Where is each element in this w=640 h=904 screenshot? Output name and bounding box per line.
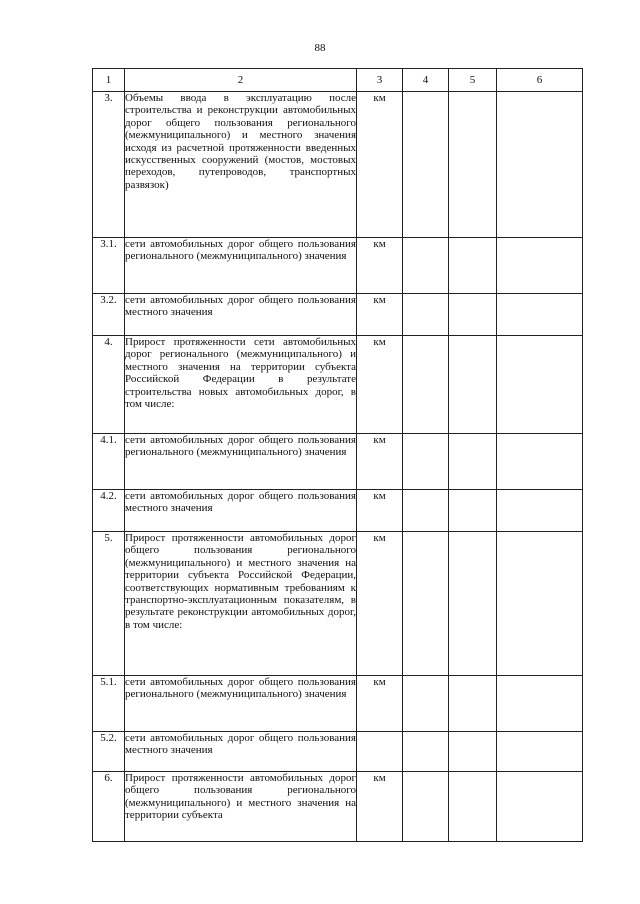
col-header-6: 6 (497, 69, 583, 92)
row-number: 5.2. (93, 732, 125, 772)
row-description: сети автомобильных дорог общего пользования регионального (межмуниципального) значения (125, 434, 357, 490)
row-description: сети автомобильных дорог общего пользования регионального (межмуниципального) значения (125, 676, 357, 732)
col-header-5: 5 (449, 69, 497, 92)
row-description: сети автомобильных дорог общего пользования местного значения (125, 490, 357, 532)
row-unit: км (357, 532, 403, 676)
row-cell-6 (497, 772, 583, 842)
row-cell-4 (403, 434, 449, 490)
row-number: 4. (93, 336, 125, 434)
row-cell-6 (497, 532, 583, 676)
row-cell-4 (403, 676, 449, 732)
table-row (93, 676, 583, 732)
row-unit: км (357, 676, 403, 732)
header-row (93, 69, 583, 92)
row-cell-4 (403, 532, 449, 676)
row-number: 3. (93, 92, 125, 238)
row-number: 5.1. (93, 676, 125, 732)
row-number: 3.1. (93, 238, 125, 294)
row-description: Прирост протяженности автомобильных дорог общего пользования регионального (межмуниципального) и местного значения на территории субъекта (125, 772, 357, 842)
row-cell-6 (497, 434, 583, 490)
row-cell-4 (403, 732, 449, 772)
row-unit: км (357, 238, 403, 294)
page-number: 88 (314, 42, 326, 54)
row-cell-5 (449, 336, 497, 434)
row-cell-6 (497, 336, 583, 434)
row-cell-5 (449, 92, 497, 238)
table-row (93, 772, 583, 842)
row-cell-5 (449, 294, 497, 336)
table-row (93, 92, 583, 238)
row-number: 3.2. (93, 294, 125, 336)
row-number: 5. (93, 532, 125, 676)
row-cell-5 (449, 772, 497, 842)
row-cell-6 (497, 92, 583, 238)
row-cell-4 (403, 336, 449, 434)
table-row (93, 490, 583, 532)
row-description: Прирост протяженности автомобильных дорог общего пользования регионального (межмуниципального) и местного значения на территории субъекта Российской Федерации, соответствующих нормативным требованиям к транспортно-эксплуатационным показателям, в результате реконструкции автомобильных дорог, в том числе: (125, 532, 357, 676)
row-unit: км (357, 434, 403, 490)
row-cell-6 (497, 238, 583, 294)
col-header-1: 1 (93, 69, 125, 92)
row-description: Объемы ввода в эксплуатацию после строительства и реконструкции автомобильных дорог общего пользования регионального (межмуниципального) и местного значения исходя из расчетной протяженности введенных искусственных сооружений (мостов, мостовых переходов, путепроводов, транспортных развязок) (125, 92, 357, 238)
row-cell-6 (497, 676, 583, 732)
table-row (93, 294, 583, 336)
table-row (93, 532, 583, 676)
row-number: 4.1. (93, 434, 125, 490)
row-unit: км (357, 772, 403, 842)
row-cell-6 (497, 294, 583, 336)
col-header-3: 3 (357, 69, 403, 92)
row-unit (357, 732, 403, 772)
row-description: сети автомобильных дорог общего пользования местного значения (125, 732, 357, 772)
row-number: 6. (93, 772, 125, 842)
row-unit: км (357, 490, 403, 532)
row-unit: км (357, 92, 403, 238)
row-unit: км (357, 294, 403, 336)
row-cell-4 (403, 294, 449, 336)
table-row (93, 336, 583, 434)
row-cell-4 (403, 490, 449, 532)
table-row (93, 732, 583, 772)
row-cell-6 (497, 732, 583, 772)
row-cell-5 (449, 490, 497, 532)
row-cell-5 (449, 732, 497, 772)
table-row (93, 434, 583, 490)
row-number: 4.2. (93, 490, 125, 532)
row-cell-5 (449, 676, 497, 732)
row-cell-4 (403, 238, 449, 294)
row-cell-5 (449, 532, 497, 676)
row-cell-5 (449, 238, 497, 294)
row-description: сети автомобильных дорог общего пользования регионального (межмуниципального) значения (125, 238, 357, 294)
row-cell-6 (497, 490, 583, 532)
row-description: Прирост протяженности сети автомобильных дорог регионального (межмуниципального) и местного значения на территории субъекта Российской Федерации в результате строительства новых автомобильных дорог, в том числе: (125, 336, 357, 434)
col-header-2: 2 (125, 69, 357, 92)
table-row (93, 238, 583, 294)
row-description: сети автомобильных дорог общего пользования местного значения (125, 294, 357, 336)
col-header-4: 4 (403, 69, 449, 92)
row-unit: км (357, 336, 403, 434)
row-cell-4 (403, 772, 449, 842)
row-cell-5 (449, 434, 497, 490)
row-cell-4 (403, 92, 449, 238)
indicator-table (92, 68, 583, 842)
